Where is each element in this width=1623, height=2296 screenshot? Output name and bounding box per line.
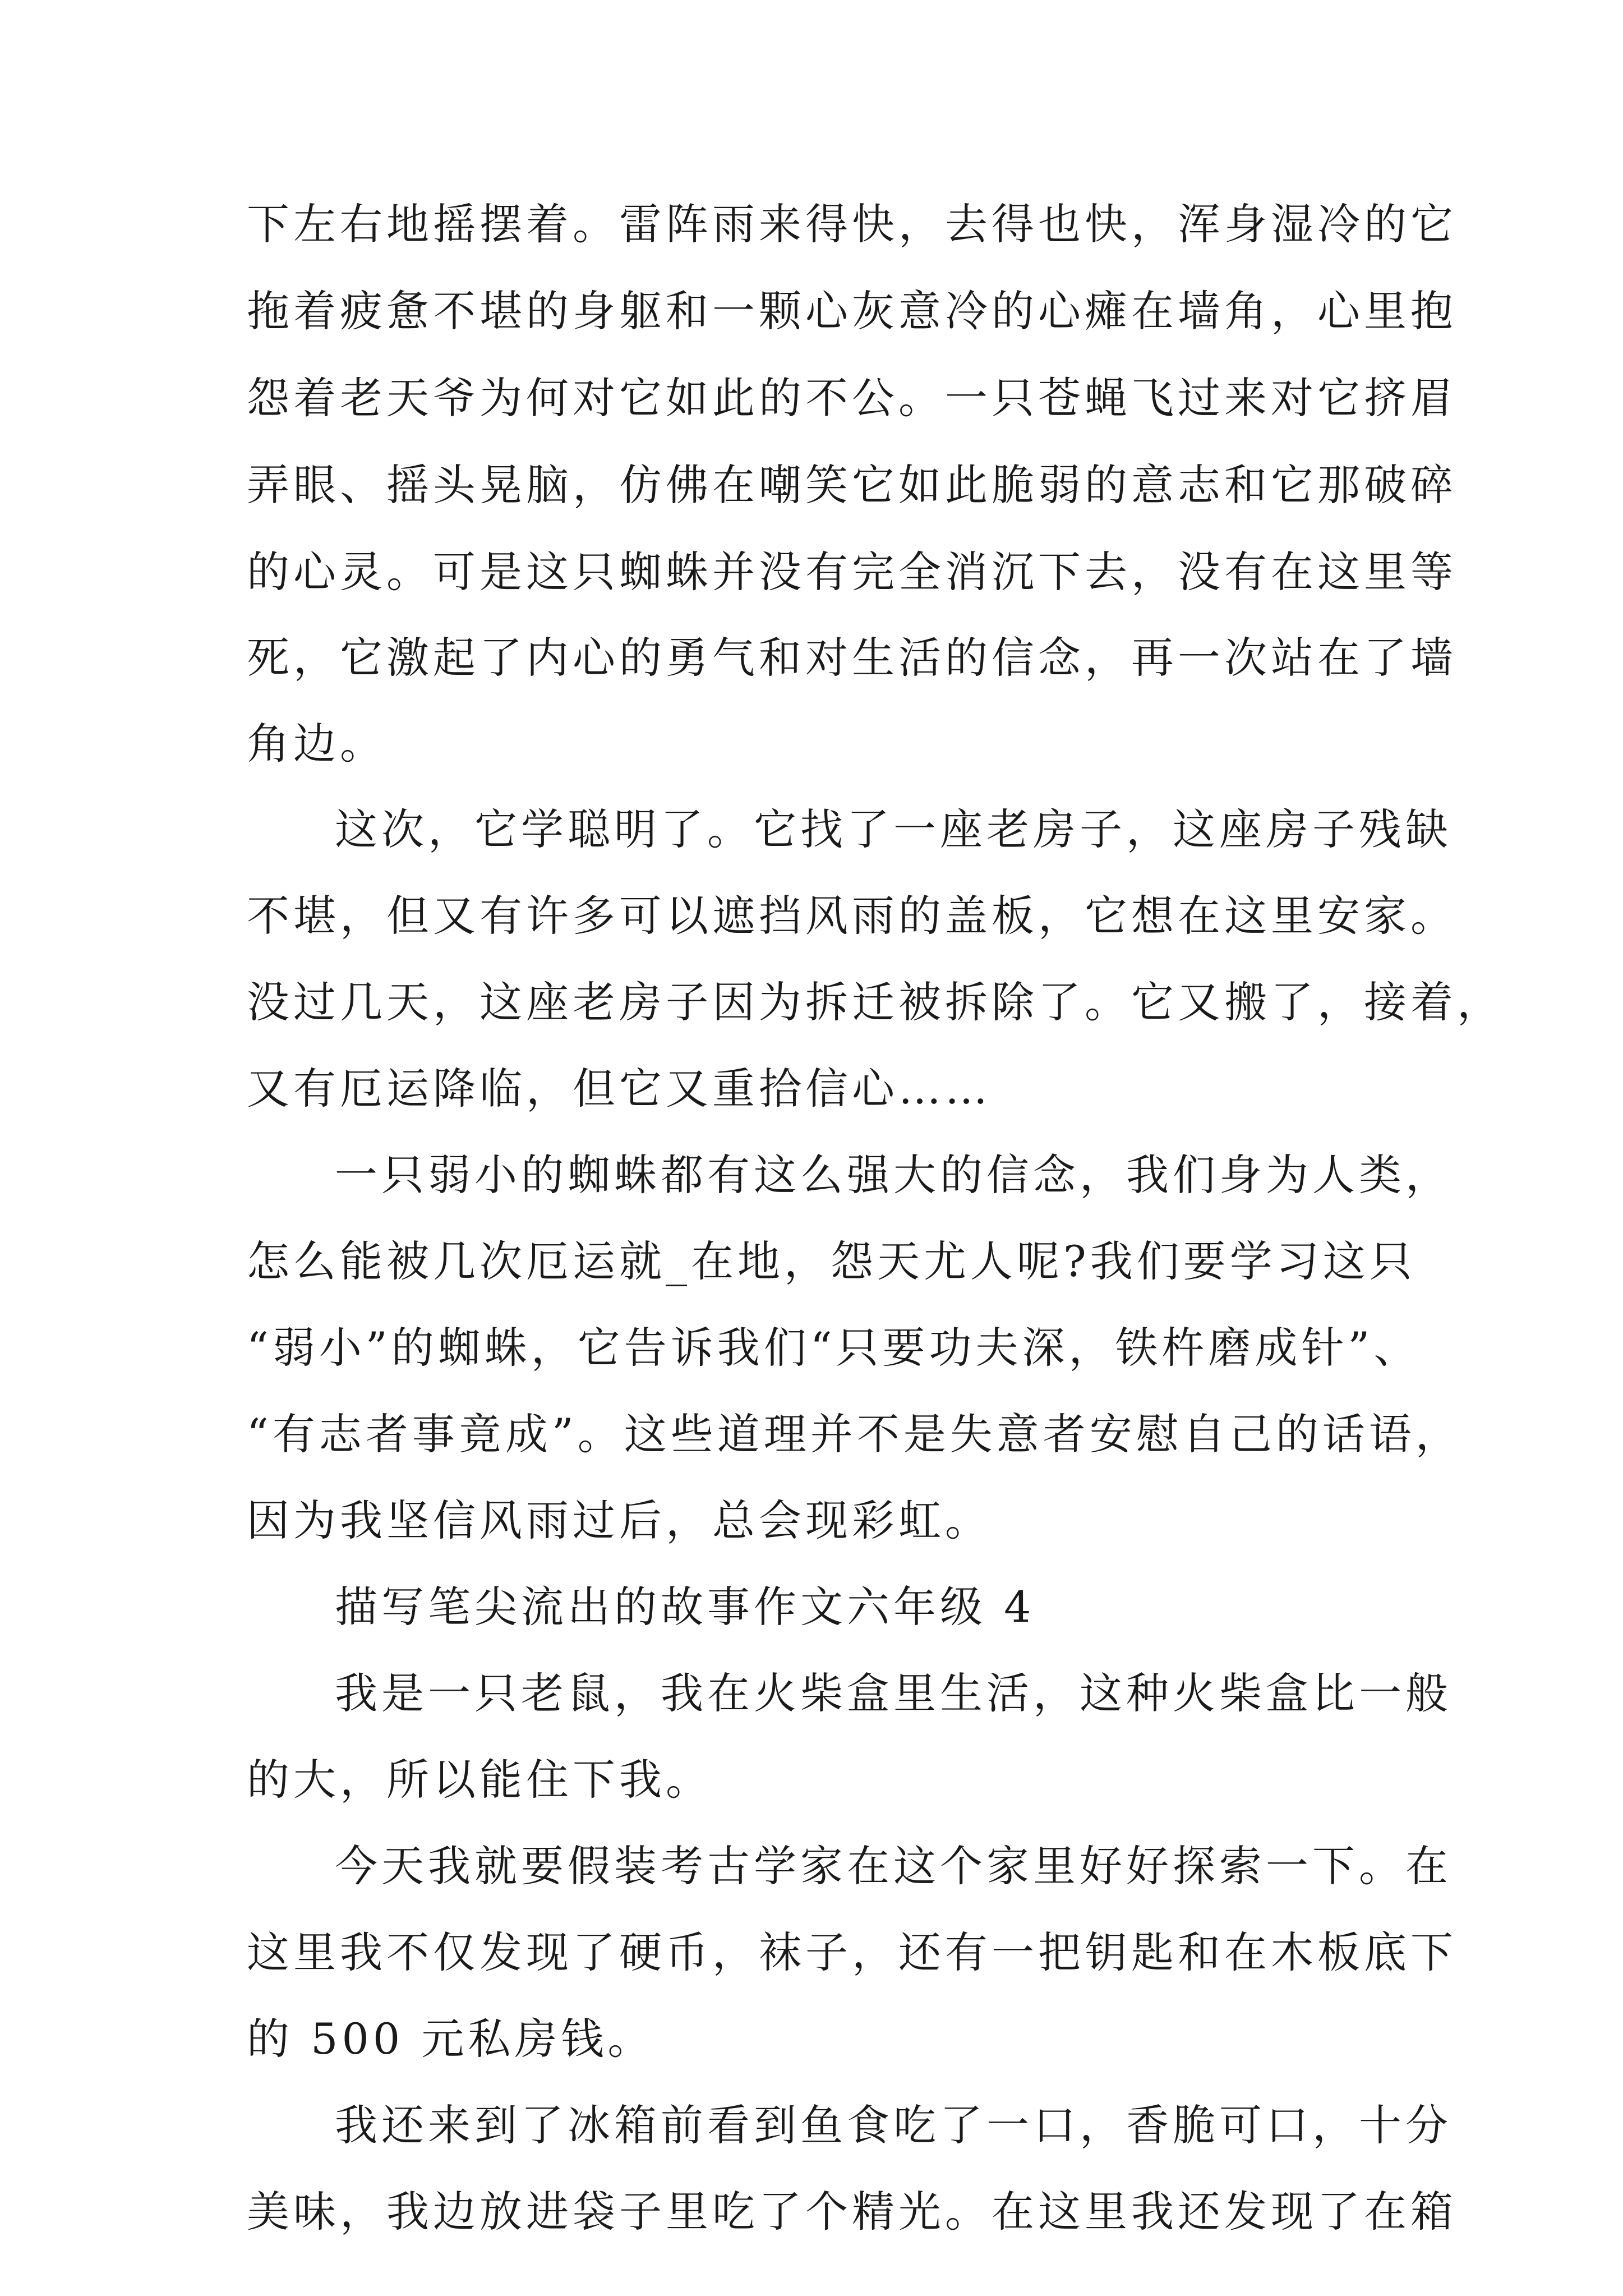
text-line: 这里我不仅发现了硬币，袜子，还有一把钥匙和在木板底下: [247, 1927, 1457, 1977]
text-line: 弄眼、摇头晃脑，仿佛在嘲笑它如此脆弱的意志和它那破碎: [247, 460, 1457, 510]
text-line: 美味，我边放进袋子里吃了个精光。在这里我还发现了在箱: [247, 2187, 1457, 2237]
text-line: 的大，所以能住下我。: [247, 1755, 712, 1805]
text-line: “有志者事竟成”。这些道理并不是失意者安慰自己的话语，: [247, 1409, 1462, 1459]
text-line: 怎么能被几次厄运就_在地，怨天尤人呢?我们要学习这只: [247, 1236, 1416, 1286]
text-line: 角边。: [247, 719, 386, 769]
section-heading: 描写笔尖流出的故事作文六年级 4: [335, 1582, 1035, 1632]
text-line: 拖着疲惫不堪的身躯和一颗心灰意冷的心瘫在墙角，心里抱: [247, 286, 1457, 336]
text-line: 下左右地摇摆着。雷阵雨来得快，去得也快，浑身湿冷的它: [247, 199, 1457, 249]
paragraph-first-line: 一只弱小的蜘蛛都有这么强大的信念，我们身为人类，: [335, 1150, 1452, 1200]
paragraph-first-line: 我还来到了冰箱前看到鱼食吃了一口，香脆可口，十分: [335, 2100, 1452, 2150]
text-line: 的 500 元私房钱。: [247, 2014, 654, 2064]
text-line: 怨着老天爷为何对它如此的不公。一只苍蝇飞过来对它挤眉: [247, 373, 1457, 423]
text-line: 死，它激起了内心的勇气和对生活的信念，再一次站在了墙: [247, 633, 1457, 683]
paragraph-first-line: 今天我就要假装考古学家在这个家里好好探索一下。在: [335, 1841, 1452, 1891]
paragraph-first-line: 我是一只老鼠，我在火柴盒里生活，这种火柴盒比一般: [335, 1668, 1452, 1718]
text-line: 的心灵。可是这只蜘蛛并没有完全消沉下去，没有在这里等: [247, 547, 1457, 597]
text-line: “弱小”的蜘蛛，它告诉我们“只要功夫深，铁杵磨成针”、: [247, 1323, 1421, 1373]
text-line: 又有厄运降临，但它又重拾信心……: [247, 1064, 992, 1114]
paragraph-first-line: 这次，它学聪明了。它找了一座老房子，这座房子残缺: [335, 804, 1452, 854]
text-line: 没过几天，这座老房子因为拆迁被拆除了。它又搬了，接着，: [247, 977, 1504, 1027]
text-line: 因为我坚信风雨过后，总会现彩虹。: [247, 1496, 992, 1545]
text-line: 不堪，但又有许多可以遮挡风雨的盖板，它想在这里安家。: [247, 891, 1457, 941]
